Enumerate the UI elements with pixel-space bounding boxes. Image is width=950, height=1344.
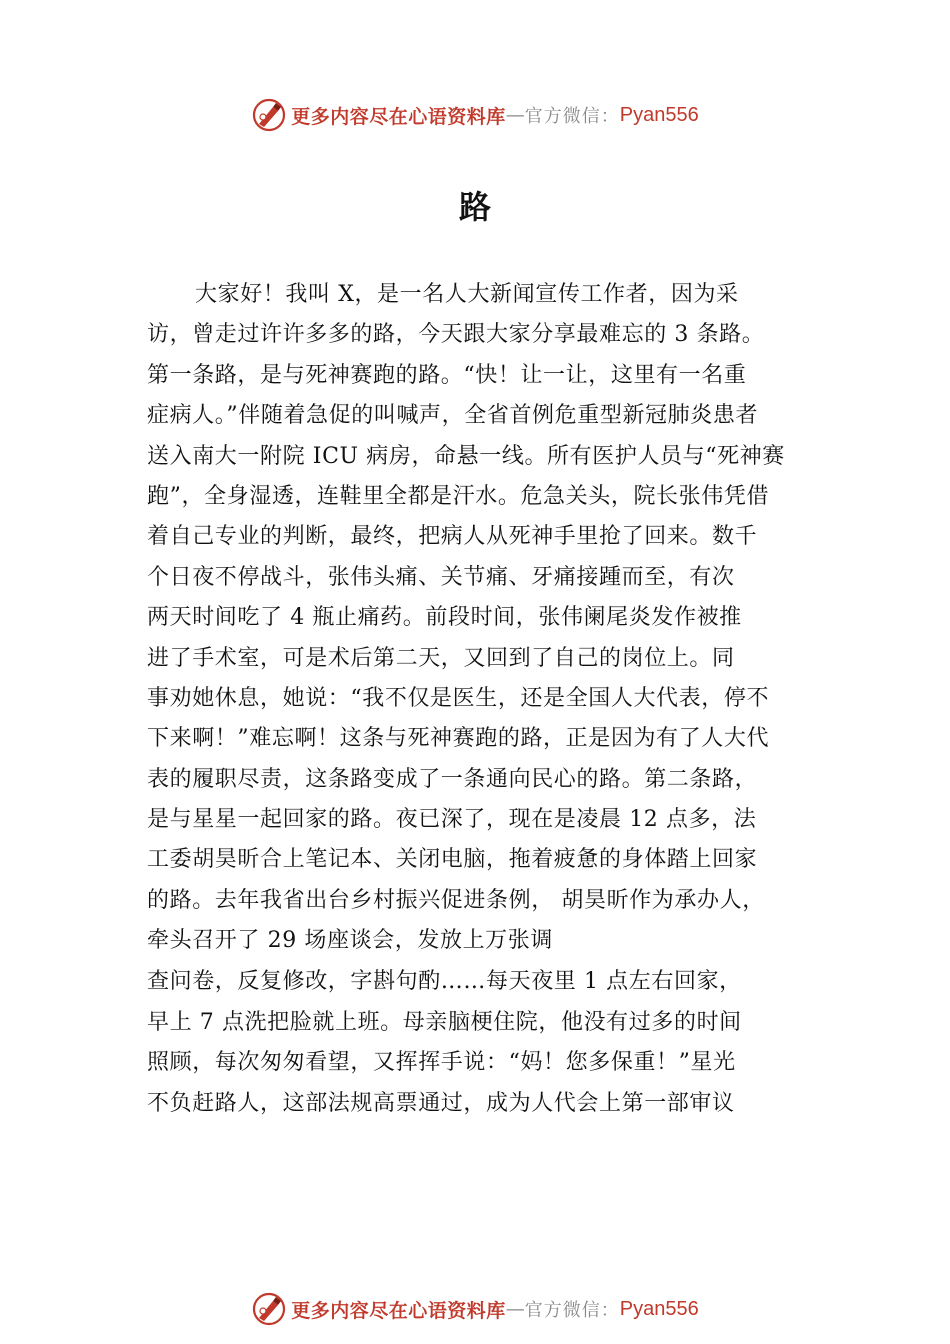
- body-line: 症病人。”伴随着急促的叫喊声，全省首例危重型新冠肺炎患者: [147, 403, 759, 429]
- body-line: 牵头召开了 29 场座谈会，发放上万张调: [147, 928, 553, 954]
- body-line: 下来啊！”难忘啊！这条与死神赛跑的路，正是因为有了人大代: [147, 726, 770, 752]
- body-line: 两天时间吃了 4 瓶止痛药。前段时间，张伟阑尾炎发作被推: [147, 605, 742, 631]
- body-line: 访，曾走过许许多多的路，今天跟大家分享最难忘的 3 条路。: [147, 322, 765, 348]
- body-line: 大家好！我叫 X，是一名人大新闻宣传工作者，因为采: [195, 282, 739, 307]
- document-title: 路: [458, 188, 491, 226]
- body-line: 工委胡昊昕合上笔记本、关闭电脑，拖着疲惫的身体踏上回家: [147, 847, 758, 873]
- footer-wechat-id: Pyan556: [619, 1297, 699, 1320]
- footer-wechat-label: 官方微信：: [524, 1300, 620, 1321]
- body-line: 第一条路，是与死神赛跑的路。“快！让一让，这里有一名重: [147, 362, 747, 388]
- banner-wechat-id: Pyan556: [619, 103, 699, 126]
- document-body: [147, 275, 819, 1124]
- pen-nib-logo-icon: [251, 1291, 287, 1327]
- body-line: 早上 7 点洗把脸就上班。母亲脑梗住院，他没有过多的时间: [147, 1010, 742, 1036]
- body-line: 查问卷，反复修改，字斟句酌……每天夜里 1 点左右回家，: [147, 968, 742, 994]
- body-line: 是与星星一起回家的路。夜已深了，现在是凌晨 12 点多，法: [147, 807, 757, 833]
- body-line: 送入南大一附院 ICU 病房，命悬一线。所有医护人员与“死神赛: [147, 443, 785, 469]
- banner-wechat-label: 官方微信：: [524, 106, 620, 127]
- body-line: 表的履职尽责，这条路变成了一条通向民心的路。第二条路，: [147, 766, 758, 792]
- body-line: 跑”，全身湿透，连鞋里全都是汗水。危急关头，院长张伟凭借: [147, 483, 770, 509]
- banner-site-text: 更多内容尽在心语资料库: [291, 105, 506, 128]
- body-line: 不负赶路人，这部法规高票通过，成为人代会上第一部审议: [147, 1090, 735, 1116]
- body-line: 的路。去年我省出台乡村振兴促进条例， 胡昊昕作为承办人，: [147, 887, 765, 913]
- footer-banner: [0, 1289, 950, 1329]
- body-line: 照顾，每次匆匆看望，又挥挥手说：“妈！您多保重！”星光: [147, 1050, 736, 1076]
- footer-site-text: 更多内容尽在心语资料库: [291, 1299, 506, 1322]
- header-banner: [0, 95, 950, 135]
- banner-separator: —: [505, 104, 525, 126]
- body-line: 进了手术室，可是术后第二天，又回到了自己的岗位上。同: [147, 645, 735, 671]
- footer-separator: —: [505, 1298, 525, 1320]
- body-line: 事劝她休息，她说：“我不仅是医生，还是全国人大代表，停不: [147, 685, 770, 711]
- pen-nib-logo-icon: [251, 97, 287, 133]
- body-line: 个日夜不停战斗，张伟头痛、关节痛、牙痛接踵而至，有次: [147, 564, 735, 590]
- body-line: 着自己专业的判断，最终，把病人从死神手里抢了回来。数千: [147, 524, 758, 550]
